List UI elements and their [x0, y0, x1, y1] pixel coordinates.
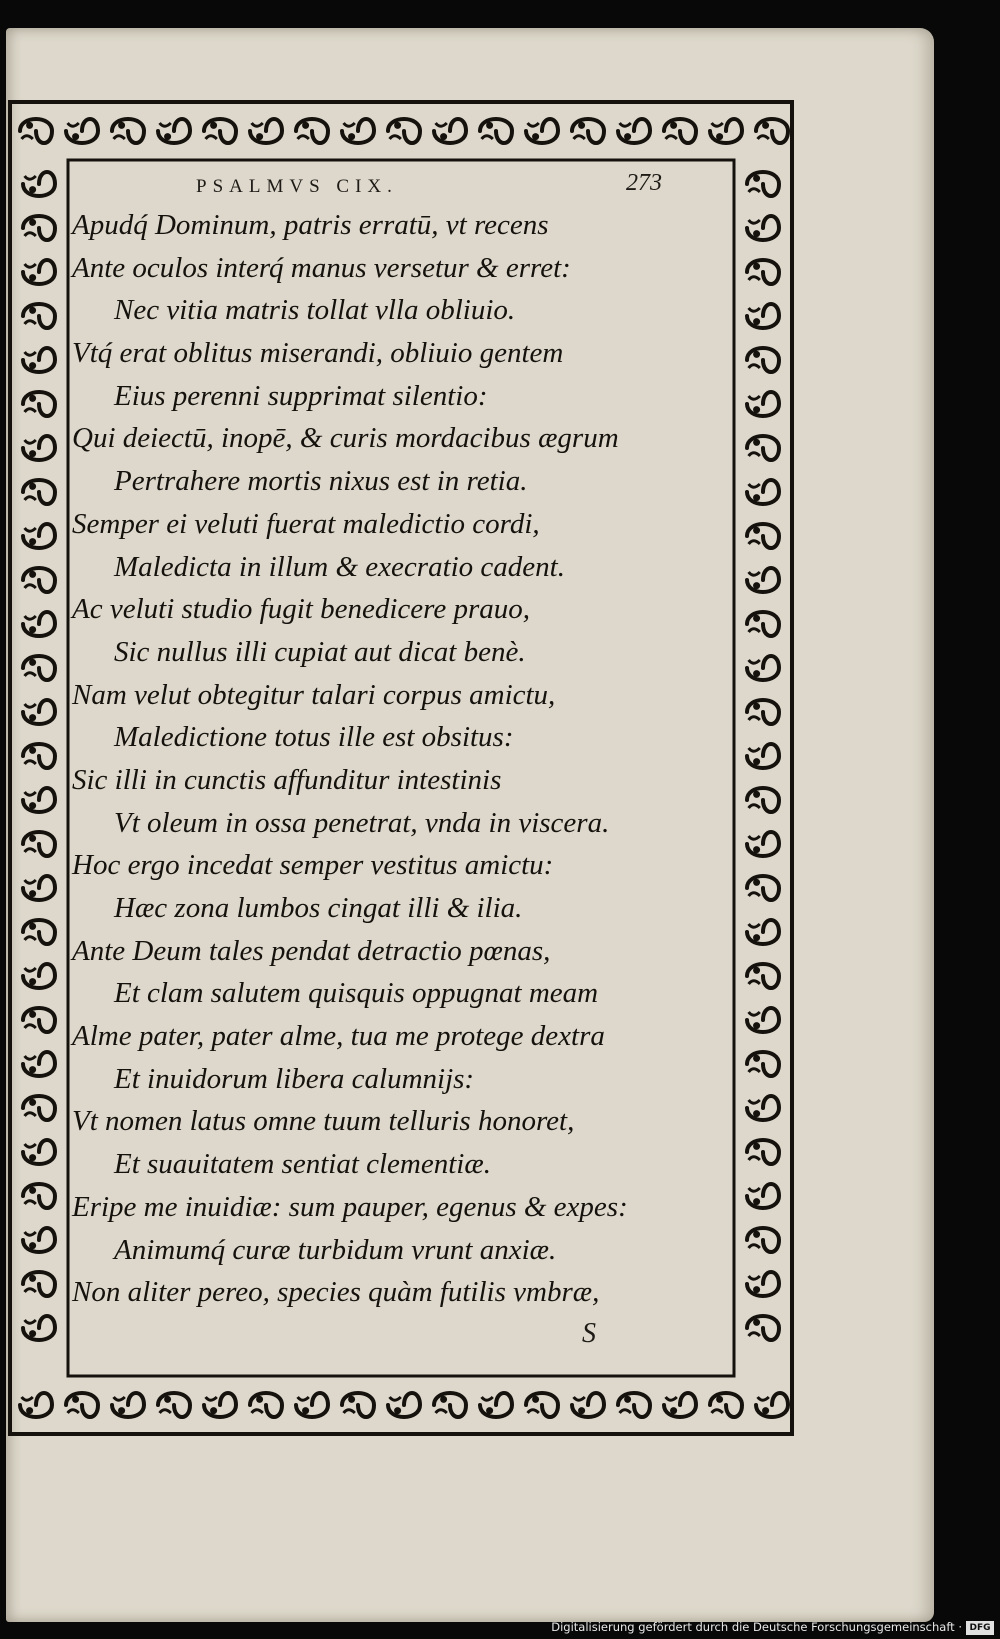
border-scroll	[296, 119, 328, 143]
book-page	[6, 28, 934, 1622]
border-dot	[753, 615, 760, 622]
verse-line: Ante Deum tales pendat detractio pœnas,	[72, 934, 551, 967]
border-scroll	[747, 216, 779, 240]
border-dot	[753, 670, 760, 677]
signature-mark: S	[582, 1318, 596, 1349]
border-scroll	[747, 568, 779, 592]
border-scroll	[20, 119, 52, 143]
border-dot	[29, 395, 36, 402]
verse-list	[72, 204, 722, 1314]
border-scroll	[526, 119, 558, 143]
border-scroll	[23, 1008, 55, 1032]
border-dot	[26, 1407, 33, 1414]
border-scroll	[23, 612, 55, 636]
border-dot	[29, 890, 36, 897]
border-scroll	[747, 392, 779, 416]
border-leaf	[749, 1245, 760, 1248]
border-dot	[348, 1396, 355, 1403]
border-dot	[670, 1407, 677, 1414]
border-dot	[164, 1396, 171, 1403]
border-scroll	[23, 348, 55, 372]
border-scroll	[342, 119, 374, 143]
border-scroll	[23, 568, 55, 592]
border-scroll	[747, 1052, 779, 1076]
verse-line: Qui deiectū, inopē, & curis mordacibus ægrum	[72, 422, 619, 455]
border-scroll	[747, 304, 779, 328]
border-leaf	[749, 1188, 760, 1191]
border-dot	[29, 219, 36, 226]
border-dot	[753, 967, 760, 974]
border-dot	[29, 923, 36, 930]
border-dot	[29, 1275, 36, 1282]
border-leaf	[252, 1410, 263, 1413]
border-leaf	[749, 277, 760, 280]
verse-line: Eripe me inuidiæ: sum pauper, egenus & expes:	[72, 1190, 628, 1223]
border-dot	[753, 351, 760, 358]
border-leaf	[25, 585, 36, 588]
border-dot	[753, 934, 760, 941]
border-scroll	[23, 480, 55, 504]
border-leaf	[749, 1012, 760, 1015]
border-dot	[753, 1110, 760, 1117]
border-leaf	[712, 1410, 723, 1413]
border-dot	[29, 1011, 36, 1018]
border-scroll	[747, 1008, 779, 1032]
border-dot	[762, 1407, 769, 1414]
verse-line: Non aliter pereo, species quàm futilis vmbræ,	[72, 1276, 600, 1309]
border-leaf	[25, 1144, 36, 1147]
border-scroll	[747, 1272, 779, 1296]
border-scroll	[747, 1316, 779, 1340]
border-leaf	[298, 1397, 309, 1400]
border-scroll	[23, 1096, 55, 1120]
border-leaf	[25, 616, 36, 619]
border-leaf	[574, 1397, 585, 1400]
border-scroll	[23, 1228, 55, 1252]
border-scroll	[23, 392, 55, 416]
border-dot	[753, 879, 760, 886]
border-scroll	[23, 1052, 55, 1076]
border-dot	[164, 133, 171, 140]
border-scroll	[747, 1140, 779, 1164]
border-scroll	[618, 119, 650, 143]
border-dot	[753, 439, 760, 446]
border-scroll	[747, 524, 779, 548]
border-leaf	[25, 321, 36, 324]
border-dot	[753, 527, 760, 534]
border-scroll	[250, 119, 282, 143]
border-dot	[29, 747, 36, 754]
verse-line: Et inuidorum libera calumnijs:	[114, 1062, 475, 1095]
border-scroll	[480, 119, 512, 143]
border-scroll	[23, 788, 55, 812]
border-leaf	[25, 264, 36, 267]
border-dot	[753, 1286, 760, 1293]
border-dot	[394, 1407, 401, 1414]
border-dot	[29, 659, 36, 666]
border-dot	[753, 703, 760, 710]
border-dot	[29, 1066, 36, 1073]
border-dot	[753, 791, 760, 798]
border-dot	[302, 122, 309, 129]
border-leaf	[749, 572, 760, 575]
border-leaf	[758, 1397, 769, 1400]
border-leaf	[528, 123, 539, 126]
border-dot	[256, 133, 263, 140]
border-dot	[29, 186, 36, 193]
border-scroll	[23, 1316, 55, 1340]
verse-line: Vtq́ erat oblitus miserandi, obliuio gentem	[72, 337, 564, 370]
border-leaf	[206, 1397, 217, 1400]
border-leaf	[344, 1410, 355, 1413]
border-leaf	[25, 704, 36, 707]
border-leaf	[749, 1276, 760, 1279]
border-scroll	[23, 1272, 55, 1296]
border-leaf	[749, 484, 760, 487]
border-dot	[210, 122, 217, 129]
border-dot	[532, 1396, 539, 1403]
border-dot	[29, 362, 36, 369]
border-scroll	[112, 119, 144, 143]
border-leaf	[436, 123, 447, 126]
border-scroll	[23, 260, 55, 284]
border-leaf	[298, 136, 309, 139]
border-leaf	[344, 123, 355, 126]
border-dot	[72, 1396, 79, 1403]
border-dot	[753, 175, 760, 182]
border-leaf	[68, 1410, 79, 1413]
border-leaf	[25, 1320, 36, 1323]
border-leaf	[749, 1069, 760, 1072]
border-leaf	[620, 123, 631, 126]
border-scroll	[747, 348, 779, 372]
border-leaf	[160, 123, 171, 126]
border-leaf	[25, 1056, 36, 1059]
border-leaf	[749, 308, 760, 311]
border-dot	[256, 1396, 263, 1403]
border-leaf	[25, 352, 36, 355]
border-dot	[753, 406, 760, 413]
verse-line: Sic illi in cunctis affunditur intestinis	[72, 763, 502, 796]
border-dot	[29, 571, 36, 578]
verse-line: Apudq́ Dominum, patris erratū, vt recens	[72, 209, 549, 241]
border-leaf	[749, 220, 760, 223]
border-scroll	[23, 920, 55, 944]
border-dot	[29, 274, 36, 281]
border-leaf	[390, 136, 401, 139]
border-dot	[753, 1198, 760, 1205]
border-scroll	[388, 1393, 420, 1417]
verse-line: Hoc ergo incedat semper vestitus amictu:	[72, 849, 554, 882]
border-scroll	[23, 876, 55, 900]
border-dot	[753, 318, 760, 325]
border-scroll	[112, 1393, 144, 1417]
border-scroll	[158, 1393, 190, 1417]
border-dot	[29, 450, 36, 457]
border-leaf	[25, 761, 36, 764]
border-leaf	[25, 849, 36, 852]
border-leaf	[25, 1113, 36, 1116]
border-leaf	[758, 136, 769, 139]
verse-line: Semper ei veluti fuerat maledictio cordi,	[72, 507, 540, 540]
verse-line: Ante oculos interq́ manus versetur & erret:	[72, 251, 571, 284]
border-scroll	[710, 119, 742, 143]
border-dot	[753, 1319, 760, 1326]
digitization-credit: Digitalisierung gefördert durch die Deutsche Forschungsgemeinschaft ·	[551, 1620, 962, 1634]
border-dot	[29, 483, 36, 490]
border-dot	[753, 1231, 760, 1238]
border-leaf	[749, 805, 760, 808]
border-dot	[753, 1143, 760, 1150]
border-dot	[716, 1396, 723, 1403]
border-leaf	[436, 1410, 447, 1413]
border-dot	[440, 1396, 447, 1403]
border-leaf	[25, 1289, 36, 1292]
border-leaf	[712, 123, 723, 126]
border-leaf	[25, 409, 36, 412]
border-leaf	[482, 136, 493, 139]
border-leaf	[390, 1397, 401, 1400]
verse-line: Pertrahere mortis nixus est in retia.	[114, 465, 528, 498]
border-dot	[72, 133, 79, 140]
verse-line: Animumq́ curæ turbidum vrunt anxiæ.	[114, 1233, 557, 1266]
border-leaf	[749, 660, 760, 663]
border-leaf	[25, 968, 36, 971]
verse-line: Hæc zona lumbos cingat illi & ilia.	[114, 892, 523, 924]
verse-line: Maledictione totus ille est obsitus:	[114, 721, 514, 754]
border-scroll	[747, 964, 779, 988]
border-scroll	[23, 744, 55, 768]
verse-line: Nec vitia matris tollat vlla obliuio.	[114, 294, 516, 327]
border-leaf	[749, 748, 760, 751]
border-scroll	[23, 964, 55, 988]
border-leaf	[749, 365, 760, 368]
border-dot	[624, 1396, 631, 1403]
border-scroll	[664, 1393, 696, 1417]
border-leaf	[22, 1397, 33, 1400]
border-scroll	[434, 119, 466, 143]
border-dot	[29, 1154, 36, 1161]
border-scroll	[388, 119, 420, 143]
border-leaf	[528, 1410, 539, 1413]
border-scroll	[23, 172, 55, 196]
border-scroll	[158, 119, 190, 143]
border-scroll	[23, 216, 55, 240]
verse-line: Maledicta in illum & execratio cadent.	[114, 550, 565, 583]
border-leaf	[25, 937, 36, 940]
border-leaf	[749, 189, 760, 192]
border-dot	[578, 1407, 585, 1414]
border-dot	[210, 1407, 217, 1414]
verse-line: Ac veluti studio fugit benedicere prauo,	[72, 593, 530, 626]
border-leaf	[666, 136, 677, 139]
border-scroll	[296, 1393, 328, 1417]
border-scroll	[23, 436, 55, 460]
border-dot	[753, 758, 760, 765]
border-leaf	[25, 440, 36, 443]
border-dot	[118, 1407, 125, 1414]
border-dot	[29, 1099, 36, 1106]
border-leaf	[252, 123, 263, 126]
border-dot	[440, 133, 447, 140]
border-leaf	[574, 136, 585, 139]
border-leaf	[206, 136, 217, 139]
border-leaf	[160, 1410, 171, 1413]
border-leaf	[114, 136, 125, 139]
border-scroll	[572, 119, 604, 143]
border-dot	[753, 846, 760, 853]
border-dot	[394, 122, 401, 129]
border-scroll	[23, 1184, 55, 1208]
border-dot	[29, 307, 36, 314]
border-leaf	[749, 893, 760, 896]
border-scroll	[204, 1393, 236, 1417]
border-dot	[29, 802, 36, 809]
border-scroll	[250, 1393, 282, 1417]
border-leaf	[749, 396, 760, 399]
border-leaf	[25, 1232, 36, 1235]
border-dot	[29, 714, 36, 721]
border-leaf	[25, 497, 36, 500]
border-leaf	[749, 981, 760, 984]
border-scroll	[747, 436, 779, 460]
border-dot	[578, 122, 585, 129]
verse-line: Vt nomen latus omne tuum telluris honoret,	[72, 1105, 575, 1138]
border-dot	[486, 122, 493, 129]
border-dot	[29, 626, 36, 633]
border-leaf	[68, 123, 79, 126]
border-dot	[753, 1055, 760, 1062]
border-dot	[29, 978, 36, 985]
border-dot	[302, 1407, 309, 1414]
border-leaf	[749, 836, 760, 839]
border-scroll	[710, 1393, 742, 1417]
verse-line: Sic nullus illi cupiat aut dicat benè.	[114, 635, 526, 668]
border-leaf	[22, 136, 33, 139]
border-leaf	[749, 924, 760, 927]
border-leaf	[25, 673, 36, 676]
border-leaf	[25, 1201, 36, 1204]
border-scroll	[23, 524, 55, 548]
border-scroll	[747, 172, 779, 196]
border-leaf	[25, 792, 36, 795]
border-scroll	[747, 788, 779, 812]
border-scroll	[747, 480, 779, 504]
border-scroll	[23, 832, 55, 856]
border-dot	[753, 230, 760, 237]
border-scroll	[20, 1393, 52, 1417]
border-scroll	[23, 700, 55, 724]
border-scroll	[526, 1393, 558, 1417]
border-scroll	[66, 1393, 98, 1417]
border-scroll	[747, 876, 779, 900]
running-head: PSALMVS CIX.	[196, 176, 398, 197]
border-dot	[348, 133, 355, 140]
border-dot	[29, 1330, 36, 1337]
border-leaf	[749, 717, 760, 720]
border-scroll	[23, 304, 55, 328]
verse-line: Vt oleum in ossa penetrat, vnda in viscera.	[114, 806, 610, 839]
border-scroll	[747, 920, 779, 944]
border-dot	[762, 122, 769, 129]
border-leaf	[749, 1157, 760, 1160]
border-leaf	[620, 1410, 631, 1413]
border-scroll	[342, 1393, 374, 1417]
border-scroll	[747, 832, 779, 856]
border-scroll	[756, 119, 788, 143]
border-scroll	[434, 1393, 466, 1417]
border-leaf	[749, 453, 760, 456]
border-scroll	[747, 612, 779, 636]
border-dot	[29, 835, 36, 842]
dfg-logo: DFG	[966, 1621, 994, 1635]
border-dot	[118, 122, 125, 129]
border-leaf	[114, 1397, 125, 1400]
verse-line: Eius perenni supprimat silentio:	[114, 379, 488, 412]
border-leaf	[749, 541, 760, 544]
border-dot	[753, 1022, 760, 1029]
border-leaf	[25, 176, 36, 179]
verse-line: Nam velut obtegitur talari corpus amictu,	[72, 678, 556, 711]
border-dot	[29, 1187, 36, 1194]
border-leaf	[749, 629, 760, 632]
border-leaf	[749, 1333, 760, 1336]
border-dot	[753, 263, 760, 270]
border-dot	[753, 582, 760, 589]
border-scroll	[747, 1184, 779, 1208]
border-dot	[26, 122, 33, 129]
border-dot	[532, 133, 539, 140]
border-scroll	[664, 119, 696, 143]
border-leaf	[25, 233, 36, 236]
border-leaf	[25, 528, 36, 531]
page-number: 273	[626, 170, 662, 196]
border-leaf	[25, 1025, 36, 1028]
border-scroll	[66, 119, 98, 143]
border-scroll	[747, 260, 779, 284]
border-scroll	[747, 744, 779, 768]
border-scroll	[480, 1393, 512, 1417]
border-scroll	[204, 119, 236, 143]
border-dot	[670, 122, 677, 129]
border-dot	[29, 1242, 36, 1249]
border-scroll	[756, 1393, 788, 1417]
border-scroll	[23, 1140, 55, 1164]
border-scroll	[23, 656, 55, 680]
border-leaf	[666, 1397, 677, 1400]
border-scroll	[747, 1228, 779, 1252]
border-leaf	[25, 880, 36, 883]
border-leaf	[482, 1397, 493, 1400]
border-leaf	[749, 1100, 760, 1103]
border-scroll	[747, 1096, 779, 1120]
border-scroll	[747, 700, 779, 724]
border-scroll	[747, 656, 779, 680]
border-dot	[753, 494, 760, 501]
border-dot	[486, 1407, 493, 1414]
border-dot	[624, 133, 631, 140]
border-scroll	[618, 1393, 650, 1417]
verse-line: Et suauitatem sentiat clementiæ.	[114, 1148, 491, 1181]
border-dot	[716, 133, 723, 140]
verse-line: Alme pater, pater alme, tua me protege dextra	[72, 1020, 605, 1053]
border-dot	[29, 538, 36, 545]
verse-line: Et clam salutem quisquis oppugnat meam	[114, 977, 599, 1010]
border-scroll	[572, 1393, 604, 1417]
